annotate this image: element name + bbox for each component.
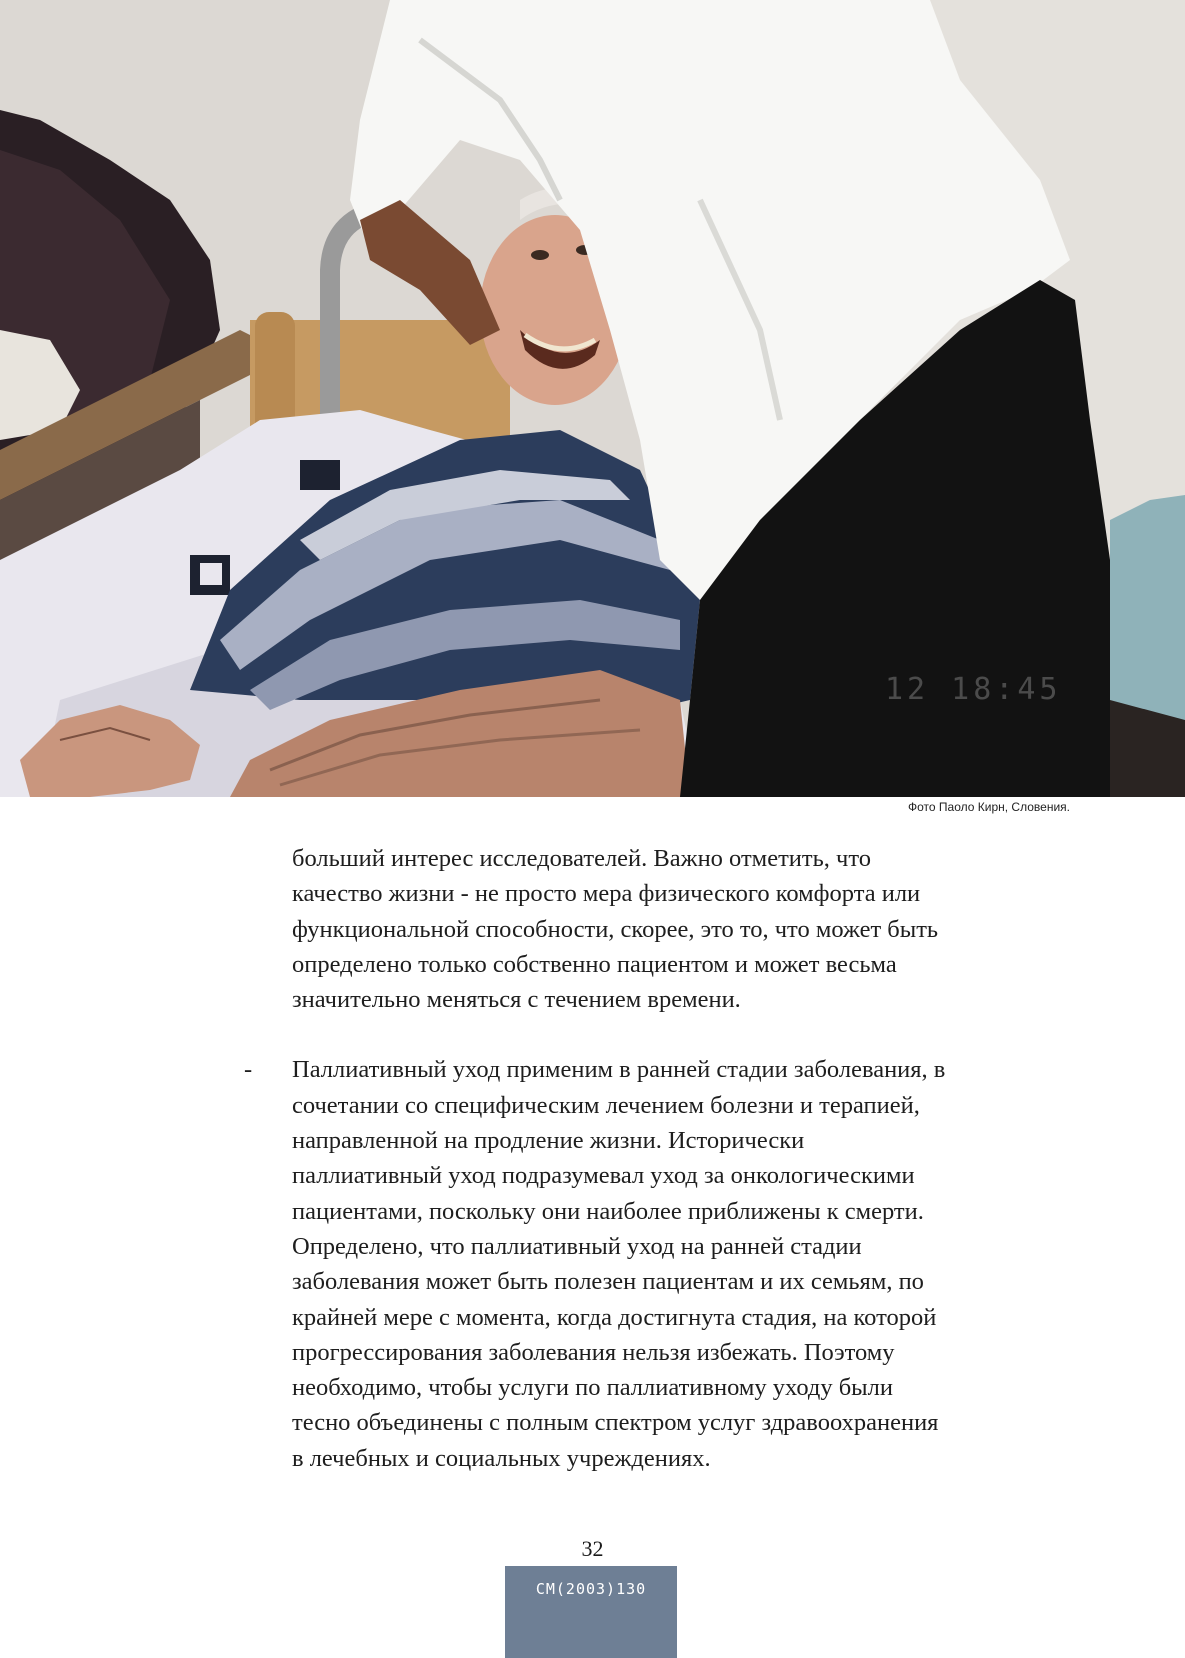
photo [0,0,1185,797]
text-line: паллиативный уход подразумевал уход за онкологическими [292,1162,915,1190]
document-code-box [505,1566,677,1658]
text-line: значительно меняться с течением времени. [292,986,741,1014]
bullet-marker: - [244,1056,253,1084]
body-text [244,841,1072,1476]
text-line: прогрессирования заболевания нельзя избежать. Поэтому [292,1338,895,1366]
text-line: Паллиативный уход применим в ранней стадии заболевания, в [292,1056,946,1084]
page-number: 32 [581,1536,604,1561]
photo-caption: Фото Паоло Кирн, Словения. [908,800,1070,814]
text-line: заболевания может быть полезен пациентам и их семьям, по [292,1268,924,1296]
text-line: определено только собственно пациентом и может весьма [292,950,897,978]
text-line: функциональной способности, скорее, это то, что может быть [292,915,939,943]
text-line: сочетании со специфическим лечением болезни и терапией, [292,1091,920,1119]
text-line: направленной на продление жизни. Исторически [292,1127,805,1155]
text-line: пациентами, поскольку они наиболее приближены к смерти. [292,1197,924,1225]
photo-timestamp: 12 18:45 [885,672,1062,707]
document-code: CM(2003)130 [535,1580,647,1598]
text-line: качество жизни - не просто мера физического комфорта или [292,880,921,908]
paragraph [292,841,1072,1017]
bullet-item [244,1052,1072,1476]
text-line: тесно объединены с полным спектром услуг здравоохранения [292,1409,939,1437]
text-line: больший интерес исследователей. Важно отметить, что [292,845,871,872]
text-line: крайней мере с момента, когда достигнута стадия, на которой [292,1303,937,1331]
text-line: необходимо, чтобы услуги по паллиативному уходу были [292,1374,893,1402]
text-line: в лечебных и социальных учреждениях. [292,1444,711,1472]
text-line: Определено, что паллиативный уход на ранней стадии [292,1232,862,1260]
